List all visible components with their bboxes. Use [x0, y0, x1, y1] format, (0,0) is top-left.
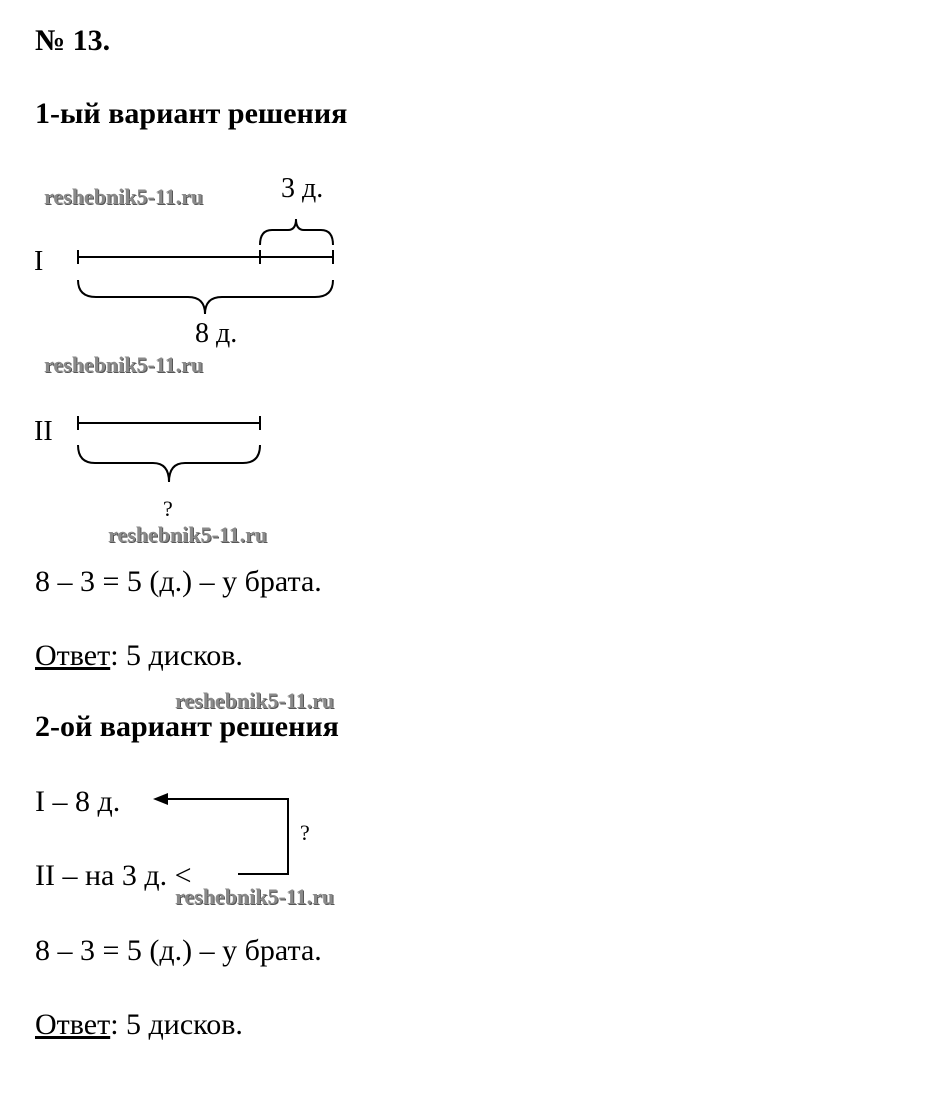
line-first: I – 8 д.: [35, 785, 121, 818]
variant1-title: 1-ый вариант решения: [35, 97, 348, 130]
equation-1: 8 – 3 = 5 (д.) – у брата.: [35, 565, 322, 598]
label-8-disks: 8 д.: [195, 318, 238, 349]
question-mark: ?: [163, 496, 173, 521]
equation-2: 8 – 3 = 5 (д.) – у брата.: [35, 934, 322, 967]
label-3-disks: 3 д.: [281, 173, 324, 204]
problem-number: № 13.: [35, 24, 111, 57]
answer-2: [35, 1010, 243, 1040]
answer-text: : 5 дисков.: [110, 639, 243, 672]
watermark: reshebnik5-11.ru: [175, 884, 335, 909]
watermark: reshebnik5-11.ru: [44, 184, 204, 209]
question-mark-2: ?: [300, 820, 310, 845]
watermark: reshebnik5-11.ru: [175, 688, 335, 713]
line-second: II – на 3 д. <: [35, 859, 192, 892]
arrow-head-icon: [153, 793, 168, 805]
row-label-2: II: [34, 416, 53, 447]
answer-label: Ответ: [35, 639, 111, 672]
variant2-title: 2-ой вариант решения: [35, 710, 339, 743]
answer-label: Ответ: [35, 1008, 111, 1041]
answer-text: : 5 дисков.: [110, 1008, 243, 1041]
watermark: reshebnik5-11.ru: [44, 352, 204, 377]
arrow-line: [166, 799, 288, 874]
watermark: reshebnik5-11.ru: [108, 522, 268, 547]
row-label-1: I: [34, 246, 44, 277]
